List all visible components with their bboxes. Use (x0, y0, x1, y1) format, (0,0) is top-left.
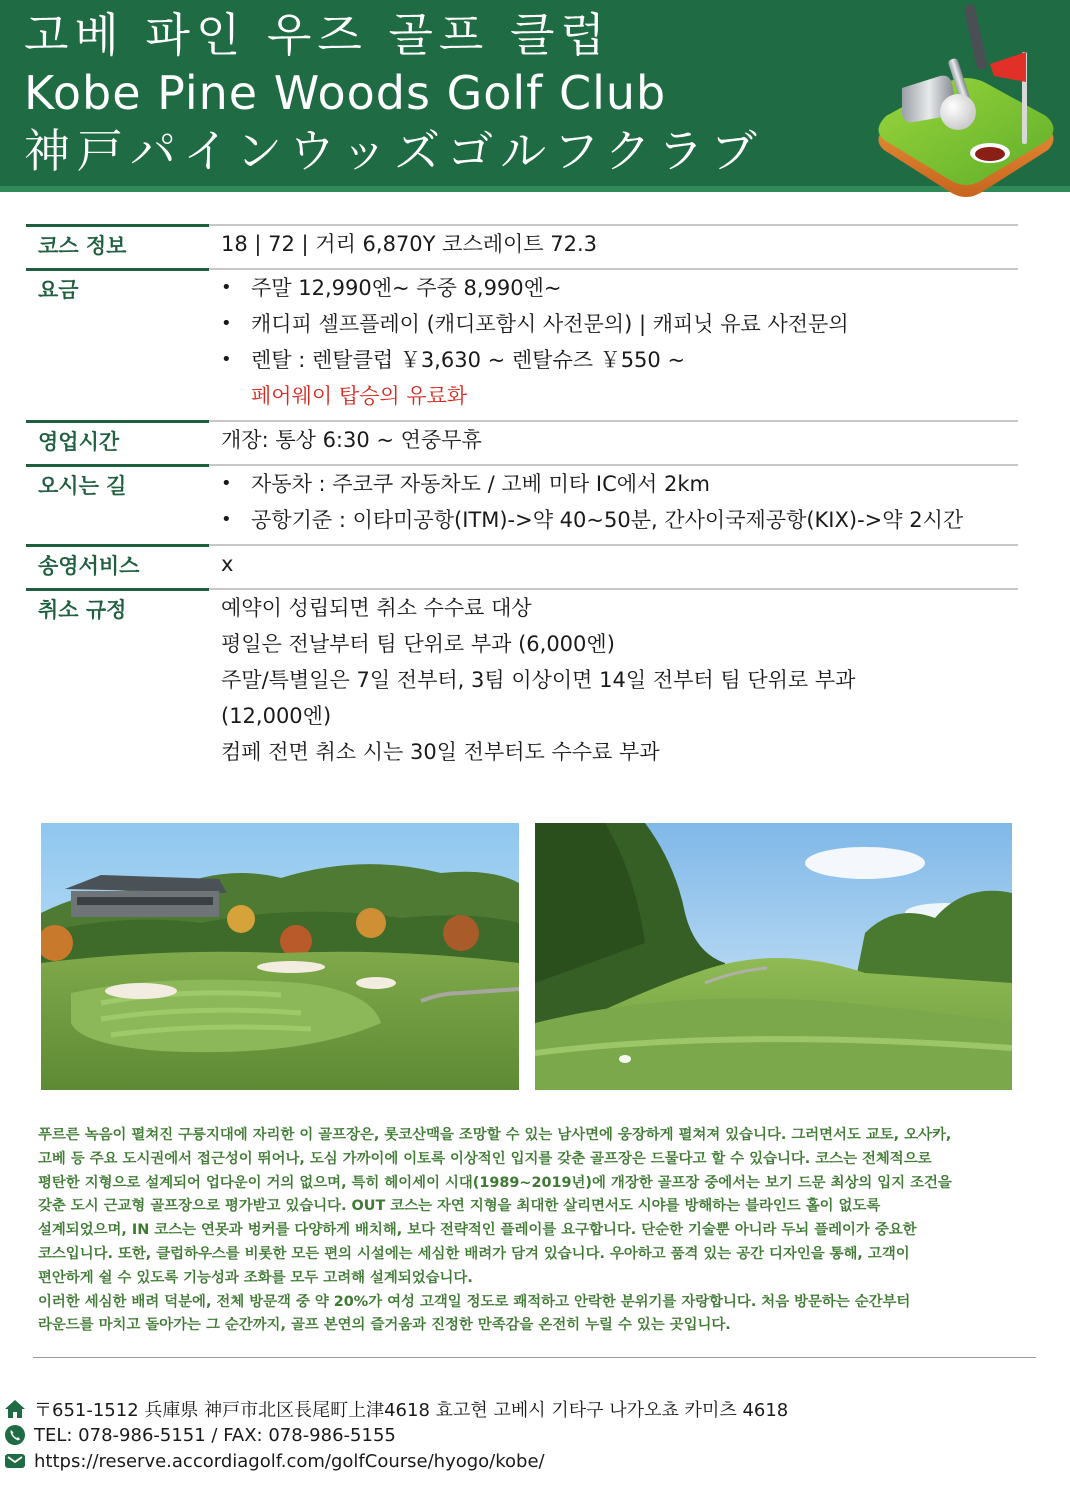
golf-course-icon (862, 0, 1062, 205)
contact-block (4, 1396, 788, 1474)
title-japanese: 神戸パインウッズゴルフクラブ (24, 124, 764, 178)
course-info-table (26, 224, 1018, 776)
cancel-line: (12,000엔) (221, 704, 332, 728)
title-korean: 고베 파인 우즈 골프 클럽 (24, 8, 611, 62)
shuttle-value: x (221, 552, 234, 576)
fee-item: • 캐디피 셀프플레이 (캐디포함시 사전문의) | 캐피닛 유료 사전문의 (221, 306, 1018, 342)
course-info-label: 코스 정보 (26, 226, 209, 268)
description-line: 갖춘 도시 근교형 골프장으로 평가받고 있습니다. OUT 코스는 자연 지형을 최대한 살리면서도 시야를 방해하는 블라인드 홀이 없도록 (38, 1198, 881, 1215)
email-icon (4, 1450, 26, 1472)
fee-list (221, 270, 1018, 378)
phone-text: TEL: 078-986-5151 / FAX: 078-986-5155 (34, 1424, 396, 1446)
fairway-tee-photo (535, 823, 1012, 1090)
shuttle-row (26, 544, 1018, 588)
access-item: • 공항기준 : 이타미공항(ITM)->약 40~50분, 간사이국제공항(KIX)->약 2시간 (221, 502, 1018, 538)
fee-row (26, 268, 1018, 420)
description-line: 평탄한 지형으로 설계되어 업다운이 거의 없으며, 특히 헤이세이 시대(1989~2019년)에 개장한 골프장 중에서는 보기 드문 최상의 입지 조건을 (38, 1174, 952, 1191)
title-block (24, 6, 764, 180)
cancel-row (26, 588, 1018, 776)
fee-item: • 렌탈 : 렌탈클럽 ￥3,630 ~ 렌탈슈즈 ￥550 ~ (221, 342, 1018, 378)
hours-row (26, 420, 1018, 464)
phone-icon (4, 1424, 26, 1446)
fee-label: 요금 (26, 270, 209, 420)
hours-label: 영업시간 (26, 422, 209, 464)
access-list (221, 466, 1018, 538)
course-description (38, 1124, 1028, 1338)
course-info-row (26, 224, 1018, 268)
description-line: 코스입니다. 또한, 클럽하우스를 비롯한 모든 편의 시설에는 세심한 배려가 담겨 있습니다. 우아하고 품격 있는 공간 디자인을 통해, 고객이 (38, 1245, 910, 1262)
fee-value (209, 270, 1018, 420)
title-english: Kobe Pine Woods Golf Club (24, 66, 667, 120)
home-icon (4, 1398, 26, 1420)
footer-divider (33, 1357, 1036, 1358)
description-line: 편안하게 쉴 수 있도록 기능성과 조화를 모두 고려해 설계되었습니다. (38, 1269, 473, 1286)
fee-item: • 주말 12,990엔~ 주중 8,990엔~ (221, 270, 1018, 306)
hours-value: 개장: 통상 6:30 ~ 연중무휴 (221, 428, 482, 452)
address-text: 〒651-1512 兵庫県 神戸市北区長尾町上津4618 효고현 고베시 기타구 나가오쵸 카미츠 4618 (34, 1400, 789, 1421)
fee-note: 페어웨이 탑승의 유료화 (251, 384, 468, 408)
description-line: 고베 등 주요 도시권에서 접근성이 뛰어나, 도심 가까이에 이토록 이상적인 입지를 갖춘 골프장은 드물다고 할 수 있습니다. 코스는 전체적으로 (38, 1150, 932, 1167)
access-label: 오시는 길 (26, 466, 209, 544)
description-line: 이러한 세심한 배려 덕분에, 전체 방문객 중 약 20%가 여성 고객일 정도로 쾌적하고 안락한 분위기를 자랑합니다. 처음 방문하는 순간부터 (38, 1293, 911, 1310)
cancel-line: 평일은 전날부터 팀 단위로 부과 (6,000엔) (221, 632, 615, 656)
description-line: 푸르른 녹음이 펼쳐진 구릉지대에 자리한 이 골프장은, 롯코산맥을 조망할 수 있는 남사면에 웅장하게 펼쳐져 있습니다. 그러면서도 교토, 오사카, (38, 1127, 952, 1143)
course-info-value: 18 | 72 | 거리 6,870Y 코스레이트 72.3 (221, 232, 598, 256)
shuttle-label: 송영서비스 (26, 546, 209, 588)
access-item: • 자동차 : 주코쿠 자동차도 / 고베 미타 IC에서 2km (221, 466, 1018, 502)
description-line: 라운드를 마치고 돌아가는 그 순간까지, 골프 본연의 즐거움과 진정한 만족감을 온전히 누릴 수 있는 곳입니다. (38, 1317, 731, 1334)
website-link[interactable]: https://reserve.accordiagolf.com/golfCourse/hyogo/kobe/ (34, 1450, 545, 1472)
address-line (4, 1396, 788, 1422)
cancel-label: 취소 규정 (26, 590, 209, 776)
cancel-line: 컴페 전면 취소 시는 30일 전부터도 수수료 부과 (221, 740, 660, 764)
phone-line (4, 1422, 788, 1448)
cancel-line: 주말/특별일은 7일 전부터, 3팀 이상이면 14일 전부터 팀 단위로 부과 (221, 668, 856, 692)
clubhouse-course-photo (41, 823, 519, 1090)
access-row (26, 464, 1018, 544)
cancel-value (209, 590, 1018, 776)
access-value (209, 466, 1018, 544)
url-line (4, 1448, 788, 1474)
description-line: 설계되었으며, IN 코스는 연못과 벙커를 다양하게 배치해, 보다 전략적인 플레이를 요구합니다. 단순한 기술뿐 아니라 두뇌 플레이가 중요한 (38, 1222, 917, 1239)
cancel-line: 예약이 성립되면 취소 수수료 대상 (221, 596, 532, 620)
